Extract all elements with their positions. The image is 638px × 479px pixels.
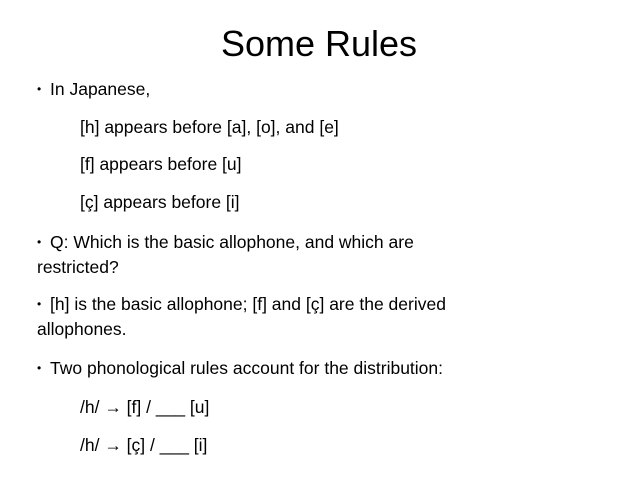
bullet-1 [37, 77, 150, 101]
bullet-dot-icon: • [37, 297, 42, 311]
rule-1: /h/ → [f] / ___ [u] [80, 397, 210, 417]
bullet-4 [37, 356, 443, 380]
bullet-4-text: Two phonological rules account for the distribution: [50, 358, 444, 378]
slide-title: Some Rules [220, 23, 418, 64]
bullet-dot-icon: • [37, 361, 42, 375]
bullet-3-line-2: allophones. [37, 319, 127, 339]
bullet-2-line-2: restricted? [37, 257, 119, 277]
bullet-3-line-1 [37, 292, 446, 316]
bullet-2-line-1 [37, 230, 414, 254]
rule-2: /h/ → [ç] / ___ [i] [80, 435, 208, 455]
bullet-3-text-1: [h] is the basic allophone; [f] and [ç] are the derived [50, 294, 446, 314]
sub-bullet-1-1: [h] appears before [a], [o], and [e] [80, 117, 339, 137]
bullet-dot-icon: • [37, 235, 42, 249]
bullet-2-text-1: Q: Which is the basic allophone, and which are [50, 232, 414, 252]
bullet-1-text: In Japanese, [50, 79, 151, 99]
sub-bullet-1-2: [f] appears before [u] [80, 154, 242, 174]
bullet-dot-icon: • [37, 82, 42, 96]
sub-bullet-1-3: [ç] appears before [i] [80, 192, 240, 212]
